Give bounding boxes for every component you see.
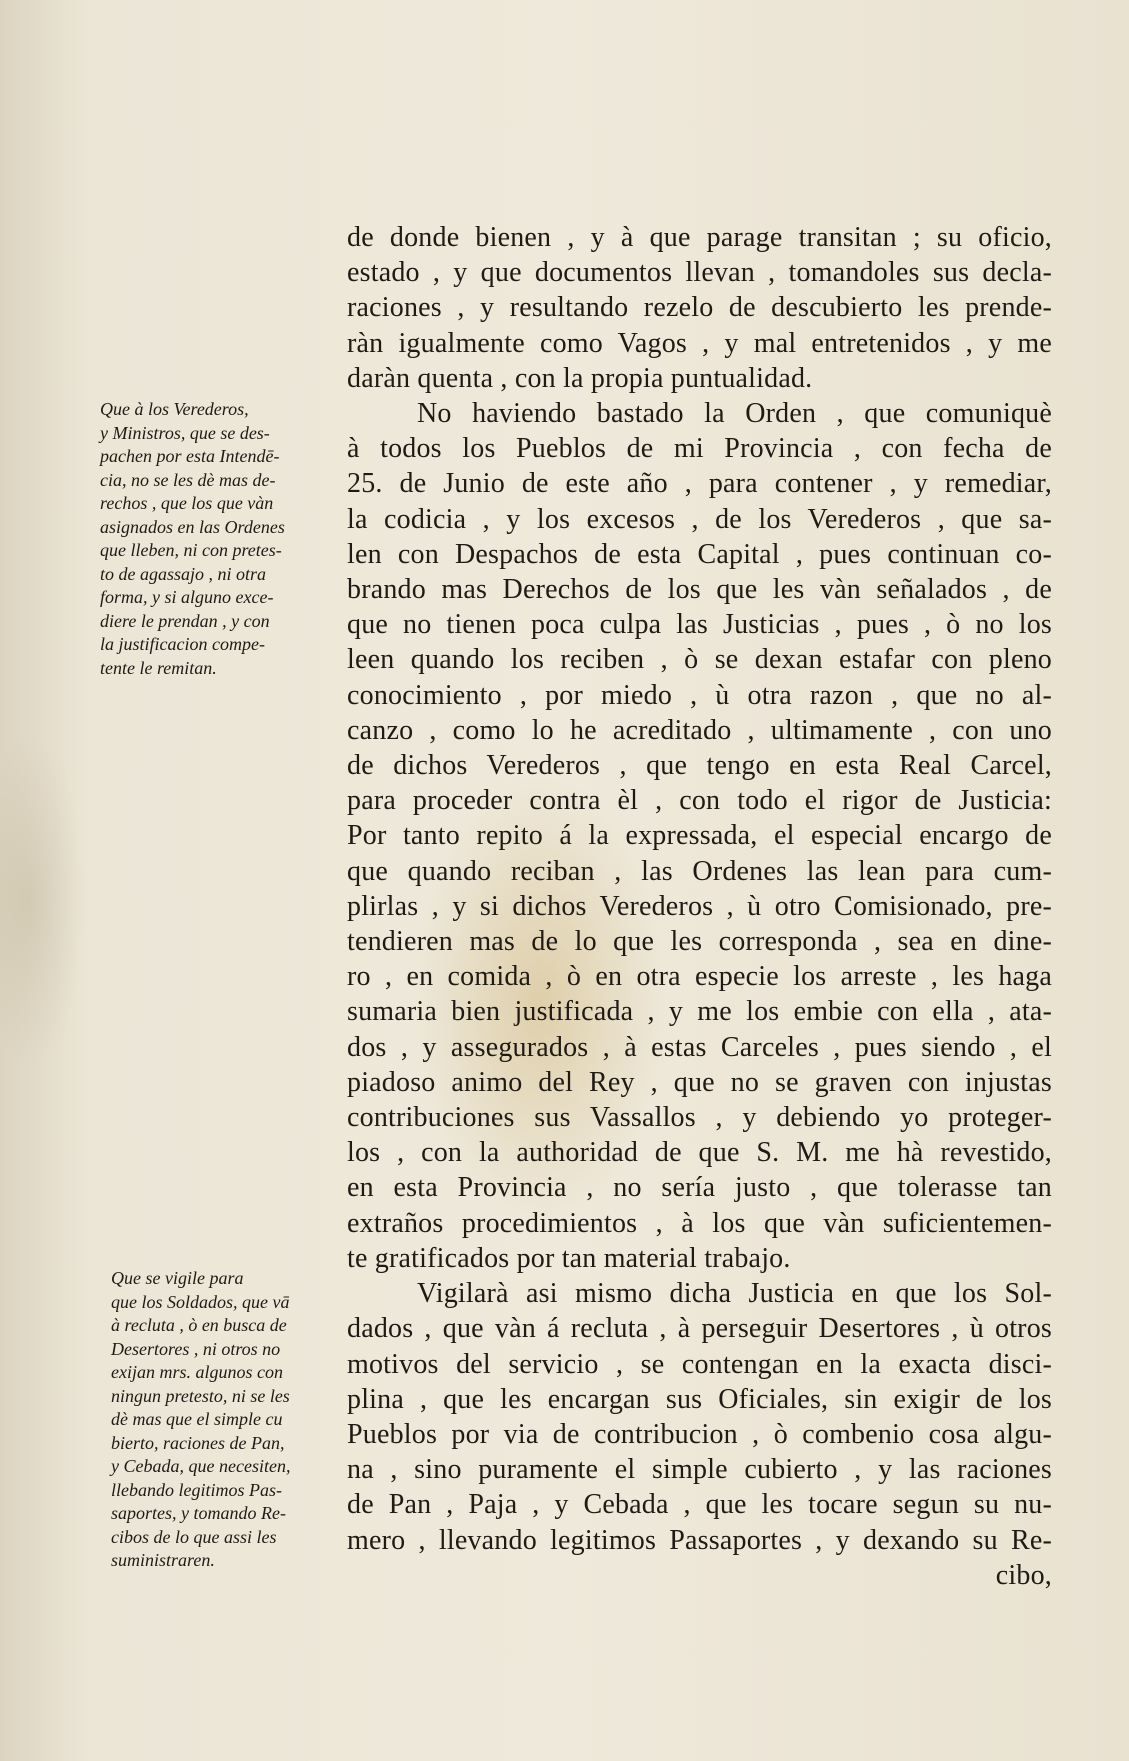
main-text-line: raciones , y resultando rezelo de descubierto les prende-: [347, 292, 1052, 324]
main-text-line: na , sino puramente el simple cubierto , y las raciones: [347, 1454, 1052, 1486]
main-text-line: tendieren mas de lo que les corresponda , sea en dine-: [347, 926, 1052, 958]
margin-note-line: y Cebada, que necesiten,: [111, 1456, 291, 1476]
main-text-line: Vigilarà asi mismo dicha Justicia en que los Sol-: [417, 1278, 1052, 1310]
main-text-line: para proceder contra èl , con todo el rigor de Justicia:: [347, 785, 1052, 817]
main-text-line: motivos del servicio , se contengan en la exacta disci-: [347, 1348, 1052, 1380]
main-text-line: len con Despachos de esta Capital , pues continuan co-: [347, 538, 1052, 570]
margin-note-line: que lleben, ni con pretes-: [100, 540, 282, 560]
margin-note-line: que los Soldados, que vā: [111, 1291, 290, 1312]
margin-note-line: Desertores , ni otros no: [111, 1338, 281, 1359]
margin-note-soldados: [111, 1267, 341, 1573]
main-text-line: sumaria bien justificada , y me los embie con ella , ata-: [347, 996, 1052, 1028]
margin-note-line: saportes, y tomando Re-: [111, 1503, 286, 1523]
margin-note-line: suministraren.: [111, 1550, 215, 1570]
margin-note-line: diere le prendan , y con: [100, 610, 270, 631]
main-text-line: plirlas , y si dichos Verederos , ù otro Comisionado, pre-: [347, 890, 1052, 922]
main-text-line: en esta Provincia , no sería justo , que tolerasse tan: [347, 1172, 1052, 1204]
margin-note-line: à recluta , ò en busca de: [111, 1315, 287, 1335]
main-text-line: estado , y que documentos llevan , tomandoles sus decla-: [347, 257, 1052, 289]
margin-note-line: forma, y si alguno exce-: [100, 587, 274, 607]
main-text-line: extraños procedimientos , à los que vàn suficientemen-: [347, 1207, 1052, 1239]
margin-note-line: Que à los Verederos,: [100, 399, 249, 419]
main-text-line: contribuciones sus Vassallos , y debiendo yo proteger-: [347, 1102, 1052, 1134]
margin-note-line: to de agassajo , ni otra: [100, 563, 267, 584]
main-text-line: ro , en comida , ò en otra especie los arreste , les haga: [347, 961, 1052, 993]
margin-note-line: la justificacion compe-: [100, 634, 265, 654]
margin-note-line: y Ministros, que se des-: [100, 422, 270, 443]
margin-note-line: llebando legitimos Pas-: [111, 1479, 282, 1500]
margin-note-line: tente le remitan.: [100, 657, 217, 678]
main-text-line: brando mas Derechos de los que les vàn señalados , de: [347, 574, 1052, 606]
main-text-line: de Pan , Paja , y Cebada , que les tocare segun su nu-: [347, 1489, 1052, 1521]
main-text-line: dados , que vàn á recluta , à perseguir Desertores , ù otros: [347, 1313, 1052, 1345]
main-text-line: los , con la authoridad de que S. M. me hà revestido,: [347, 1137, 1052, 1169]
main-text-line: 25. de Junio de este año , para contener , y remediar,: [347, 468, 1052, 500]
main-text-line: plina , que les encargan sus Oficiales, sin exigir de los: [347, 1383, 1052, 1415]
main-text-line: ràn igualmente como Vagos , y mal entretenidos , y me: [347, 327, 1052, 359]
main-text-line: te gratificados por tan material trabajo.: [347, 1242, 791, 1274]
main-text-line: de donde bienen , y à que parage transitan ; su oficio,: [347, 222, 1052, 253]
main-text-line: cibo,: [995, 1559, 1052, 1591]
main-text-line: de dichos Verederos , que tengo en esta Real Carcel,: [347, 750, 1052, 782]
margin-note-line: cibos de lo que assi les: [111, 1526, 277, 1547]
main-text-line: la codicia , y los excesos , de los Verederos , que sa-: [347, 503, 1052, 535]
margin-note-line: cia, no se les dè mas de-: [100, 469, 276, 490]
main-text-line: que no tienen poca culpa las Justicias , pues , ò no los: [347, 609, 1052, 641]
margin-note-line: asignados en las Ordenes: [100, 516, 285, 537]
margin-note-line: pachen por esta Intendē-: [100, 446, 280, 466]
margin-note-line: ningun pretesto, ni se les: [111, 1385, 290, 1406]
main-text-body: [347, 220, 1052, 1593]
main-text-line: No haviendo bastado la Orden , que comuniquè: [417, 398, 1052, 430]
margin-note-line: Que se vigile para: [111, 1268, 244, 1288]
main-text-line: daràn quenta , con la propia puntualidad.: [347, 362, 813, 394]
margin-note-line: exijan mrs. algunos con: [111, 1362, 283, 1382]
margin-note-line: dè mas que el simple cu: [111, 1409, 283, 1429]
main-text-line: mero , llevando legitimos Passaportes , y dexando su Re-: [347, 1524, 1052, 1556]
main-text-line: dos , y assegurados , à estas Carceles , pues siendo , el: [347, 1031, 1052, 1063]
main-text-line: Por tanto repito á la expressada, el especial encargo de: [347, 820, 1052, 852]
margin-note-verederos: [100, 398, 330, 680]
main-text-line: canzo , como lo he acreditado , ultimamente , con uno: [347, 714, 1052, 746]
main-text-line: à todos los Pueblos de mi Provincia , con fecha de: [347, 433, 1052, 465]
margin-note-line: bierto, raciones de Pan,: [111, 1432, 285, 1453]
main-text-line: que quando reciban , las Ordenes las lean para cum-: [347, 855, 1052, 887]
main-text-line: leen quando los reciben , ò se dexan estafar con pleno: [347, 644, 1052, 676]
margin-note-line: rechos , que los que vàn: [100, 493, 274, 513]
main-text-line: Pueblos por via de contribucion , ò combenio cosa algu-: [347, 1418, 1052, 1450]
main-text-line: piadoso animo del Rey , que no se graven con injustas: [347, 1066, 1052, 1098]
main-text-line: conocimiento , por miedo , ù otra razon , que no al-: [347, 679, 1052, 711]
